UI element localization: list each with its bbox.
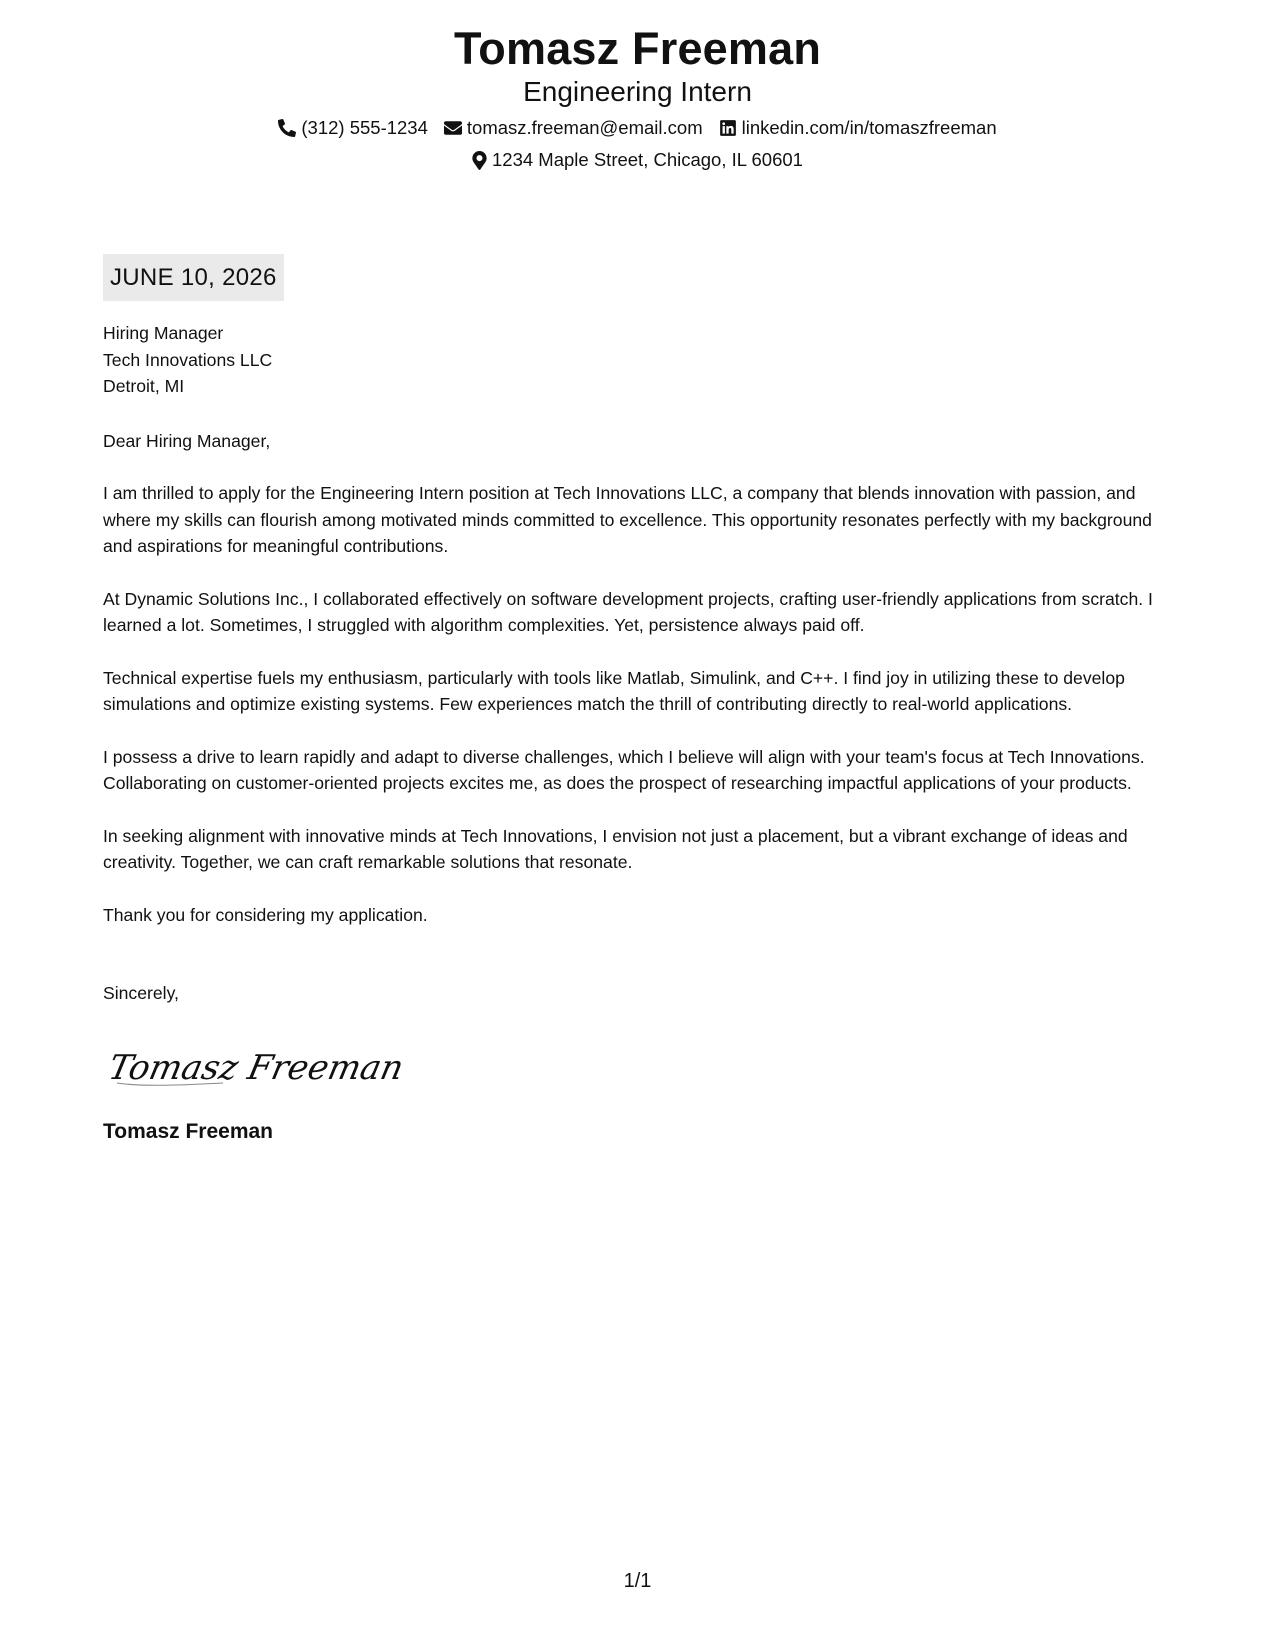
signatory-name: Tomasz Freeman — [103, 1120, 273, 1143]
recipient-line: Detroit, MI — [103, 376, 185, 396]
linkedin-text: linkedin.com/in/tomaszfreeman — [741, 117, 997, 138]
envelope-icon — [444, 119, 462, 137]
applicant-title: Engineering Intern — [523, 76, 752, 107]
phone-text: (312) 555-1234 — [301, 117, 428, 138]
body-paragraph: In seeking alignment with innovative minds at Tech Innovations, I envision not just a placement, but a vibrant exchange of ideas and creativity. Together, we can craft remarkable solutions that resonate. — [103, 825, 1128, 872]
body-paragraph: I possess a drive to learn rapidly and adapt to diverse challenges, which I believe will align with your team's focus at Tech Innovations. Collaborating on customer-oriented projects excites me, as does the prospect of researching impactful applications of your products. — [103, 746, 1145, 793]
letter-date: JUNE 10, 2026 — [103, 254, 284, 301]
signature-text: Tomasz Freeman — [105, 1047, 408, 1088]
contact-phone — [278, 112, 428, 144]
recipient-block — [103, 320, 1183, 400]
email-text: tomasz.freeman@email.com — [466, 117, 703, 138]
letter-header — [0, 20, 1275, 176]
phone-icon — [278, 119, 296, 137]
letter-body — [103, 320, 1183, 1146]
salutation: Dear Hiring Manager, — [103, 430, 271, 451]
applicant-name: Tomasz Freeman — [453, 23, 822, 74]
recipient-line: Hiring Manager — [103, 323, 224, 343]
address-row — [0, 144, 1275, 176]
page-number: 1/1 — [623, 1570, 652, 1592]
body-paragraph: Technical expertise fuels my enthusiasm, particularly with tools like Matlab, Simulink, and C++. I find joy in utilizing these to develop simulations and optimize existing systems. Few experiences match the thrill of contributing directly to real-world applications. — [103, 667, 1125, 714]
linkedin-icon — [719, 119, 737, 137]
body-paragraph: Thank you for considering my application. — [103, 904, 428, 925]
map-marker-icon — [472, 151, 487, 170]
recipient-line: Tech Innovations LLC — [103, 349, 273, 370]
contact-address — [472, 144, 803, 176]
body-paragraph: I am thrilled to apply for the Engineering Intern position at Tech Innovations LLC, a company that blends innovation with passion, and where my skills can flourish among motivated minds committed to excellence. This opportunity resonates perfectly with my background and aspirations for meaningful contributions. — [103, 483, 1152, 556]
closing: Sincerely, — [103, 983, 179, 1003]
contact-linkedin[interactable] — [719, 112, 997, 144]
body-paragraph: At Dynamic Solutions Inc., I collaborated effectively on software development projects, crafting user-friendly applications from scratch. I learned a lot. Sometimes, I struggled with algorithm complexities. Yet, persistence always paid off. — [103, 588, 1153, 635]
signature-image — [103, 1041, 408, 1093]
address-text: 1234 Maple Street, Chicago, IL 60601 — [492, 149, 803, 170]
contact-row — [0, 112, 1275, 144]
contact-email[interactable] — [444, 112, 703, 144]
